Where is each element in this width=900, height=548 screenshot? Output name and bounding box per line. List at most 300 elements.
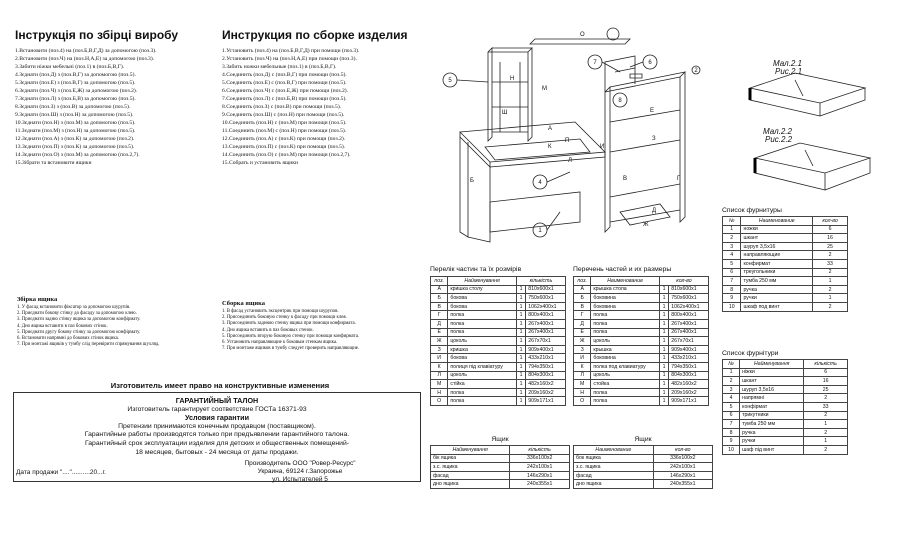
ua-step: 7.Зєднати (поз.Л) з (поз.Б,В) за допомогою (поз.5). [15,96,136,102]
table-cell: А [431,285,448,294]
table-cell: 2 [804,394,848,403]
table-cell: М [431,380,448,389]
table-cell: 7 [723,420,740,429]
table-cell: 25 [813,242,848,251]
ru-step: 2.Установить (поз.Ч) на (поз.Н,А,Е) при помощи (поз.3). [222,56,357,62]
table-cell: фасад [431,471,510,480]
label-ZH: Ж [643,222,649,228]
callout-2: 2 [694,68,698,74]
ua-step: 6.Зєднати (поз.Ч) з (поз.Е,Ж) за допомогою (поз.2). [15,88,138,94]
warranty-conditions: Условия гарантии [185,413,249,423]
table-row [431,337,566,346]
table-cell: 242х100х1 [653,463,712,472]
table-cell: Л [574,371,591,380]
table-cell: В [574,302,591,311]
table-cell: 433х210х1 [669,354,709,363]
table-cell: 2 [723,377,740,386]
table-row [723,251,848,260]
table-cell: 1 [659,302,668,311]
table-header-row [431,446,570,455]
table-row [723,294,848,303]
table-cell: полка [591,388,660,397]
table-cell: 1 [516,328,525,337]
drawer-ua [430,436,570,489]
table-cell: 240х355х1 [510,480,570,489]
table-cell: боковина [591,302,660,311]
table-cell: 909х400х1 [669,345,709,354]
ua-step: 14.Зєднати (поз.О) з (поз.М) за допомогою (поз.2,7). [15,152,140,158]
ua-step: 12.Зєднати (поз.А) з (поз.К) за допомогою (поз.2). [15,136,135,142]
hardware-ua-table [722,359,848,455]
label-D: Д [652,208,657,214]
table-cell: 10 [723,302,741,311]
table-row [431,463,570,472]
ua-step: 1.Встановити (поз.4) на (поз.Б,В,Г,Д) за допомогою (поз.3). [15,48,157,54]
table-cell: 1 [659,311,668,320]
table-cell: К [574,362,591,371]
table-cell: 209х160х2 [669,388,709,397]
table-cell: 1 [516,319,525,328]
table-row [723,242,848,251]
parts-ua-caption: Перелік частин та їх розмірів [430,266,522,273]
table-cell: 1 [723,368,740,377]
box-ua [17,296,212,348]
table-cell: 5 [723,259,741,268]
table-cell: конфирмат [741,259,813,268]
table-row [431,380,566,389]
table-cell: 267х70х1 [526,337,566,346]
ru-step: 4.Соединить (поз.Д) с (поз.В,Г) при помощи (поз.5). [222,72,347,78]
table-cell: 7 [723,277,741,286]
table-cell: ножки [741,225,813,234]
table-cell: 267х400х1 [526,319,566,328]
label-L: Л [568,158,572,164]
table-cell: 1 [516,362,525,371]
table-cell: направляющие [741,251,813,260]
table-row [431,285,566,294]
table-row [431,454,570,463]
ru-instructions [222,28,422,167]
table-row [723,277,848,286]
table-cell: 750х600х1 [526,294,566,303]
box-ua-title: Збірка ящика [17,296,58,303]
ua-step: 9.Зєднати (поз.Ш) з (поз.Н) за допомогою (поз.5). [15,112,134,118]
warranty-term1: Гарантийный срок эксплуатации изделия для детских и общественных помещений- [84,439,350,447]
table-cell: дно ящика [431,480,510,489]
table-row [574,337,709,346]
box-ru-steps [222,309,417,352]
table-cell: фасад [574,471,654,480]
table-row [574,397,709,406]
table-cell: 1 [659,337,668,346]
table-cell: 2 [804,411,848,420]
ua-steps-list [15,47,215,167]
table-cell: 800х400х1 [526,311,566,320]
table-row [431,362,566,371]
table-cell: 336х100х2 [653,454,712,463]
table-cell: 433х210х1 [526,354,566,363]
drawer-figures [735,58,895,198]
table-row [574,454,713,463]
table-cell: 1 [659,397,668,406]
table-header-cell: кол-во [659,277,708,286]
table-row [574,380,709,389]
box-ua-step: 5. Приєднати другу бокову стінку за допомогою конфірмату. [17,329,141,335]
ua-step: 11.Зєднати (поз.М) з (поз.Н) за допомогою (поз.5). [15,128,136,134]
table-row [431,397,566,406]
table-cell: 909х171х1 [526,397,566,406]
table-row [574,345,709,354]
table-cell: 3 [723,242,741,251]
table-cell: шкант [741,234,813,243]
table-cell: 1 [516,380,525,389]
table-row [723,377,848,386]
box-ua-step: 6. Встановити напрямні до бокових стінок ящика. [17,336,119,342]
rights-note: Изготовитель имеет право на конструктивные изменения [110,381,330,390]
table-cell: Б [574,294,591,303]
table-row [574,319,709,328]
table-cell: 267х400х1 [669,328,709,337]
table-cell: 2 [804,445,848,454]
fig1-label: Мал.2.1 [773,59,802,68]
box-ua-steps [17,305,212,348]
table-cell: 1 [659,362,668,371]
table-cell: з.с. ящика [574,463,654,472]
table-header-cell: Наименование [574,446,654,455]
table-cell: 9 [723,437,740,446]
ua-title: Інструкція по збірці виробу [15,28,179,42]
table-cell: Н [574,388,591,397]
table-cell: 1 [516,388,525,397]
table-header-cell: № [723,360,740,369]
table-cell: 4 [723,251,741,260]
table-cell: 1 [659,354,668,363]
table-cell: ручка [741,285,813,294]
table-cell: полка [591,311,660,320]
table-header-cell: Найменування [740,360,804,369]
table-cell: 810х600х1 [669,285,709,294]
label-O: О [580,32,585,38]
table-cell: 1 [516,354,525,363]
table-cell: полка [448,328,517,337]
table-cell: Н [431,388,448,397]
ru-step: 10.Соединить (поз.Н) с (поз.М) при помощи (поз.5). [222,120,347,126]
label-E: Е [650,108,655,114]
table-cell: полиця під клавіатуру [448,362,517,371]
table-cell: 1062х400х1 [669,302,709,311]
table-cell: Л [431,371,448,380]
drawer-ru-caption: Ящик [634,436,652,443]
warranty-gost: Изготовитель гарантирует соответствие ГОСТа 16371-93 [127,405,307,413]
table-cell: 482х160х2 [526,380,566,389]
table-cell: бокова [448,294,517,303]
table-header-cell: кількість [804,360,848,369]
table-cell: 1 [659,328,668,337]
ru-step: 9.Соединить (поз.Ш) с (поз.Н) при помощи (поз.5). [222,112,345,118]
table-row [574,328,709,337]
table-cell: з.с. ящика [431,463,510,472]
table-row [431,328,566,337]
box-ua-step: 1. У фасад встановити фіксатор за допомогою шурупів. [17,305,131,310]
table-cell: О [431,397,448,406]
table-header-cell: Наименование [741,217,813,226]
table-cell: 1 [723,225,741,234]
table-cell: З [574,345,591,354]
table-cell: ручка [740,428,804,437]
table-row [723,411,848,420]
table-cell: бік ящика [431,454,510,463]
box-ru-title: Сборка ящика [222,300,265,307]
table-header-cell: Найменування [448,277,517,286]
table-cell: тумба 250 мм [740,420,804,429]
table-cell: 25 [804,385,848,394]
table-row [431,319,566,328]
table-cell: шкаф под винт [741,302,813,311]
callout-5: 5 [448,78,452,84]
table-cell: крышка стола [591,285,660,294]
table-header-row [574,277,709,286]
table-row [574,463,713,472]
table-cell: 1 [516,285,525,294]
warranty-title: ГАРАНТИЙНЫЙ ТАЛОН [175,396,259,405]
parts-ru-table [573,276,709,406]
ru-step: 3.Забить ножки мебельные (поз.1) в (поз.Б,В,Г). [222,64,337,70]
table-cell: 146х290х1 [653,471,712,480]
table-cell: 804х300х1 [669,371,709,380]
table-header-row [723,217,848,226]
table-cell: 1 [659,380,668,389]
table-cell: стойка [591,380,660,389]
callout-7: 7 [593,60,597,66]
table-cell: полка [591,319,660,328]
drawer-ru [573,436,713,489]
label-K: К [548,144,552,150]
table-row [431,345,566,354]
parts-ru [573,266,709,406]
label-B: Б [470,178,474,184]
table-cell: трикутники [740,411,804,420]
ru-step: 12.Соединить (поз.А) с (поз.К) при помощи (поз.2). [222,136,346,142]
table-cell: 1 [804,420,848,429]
table-cell: 6 [804,368,848,377]
table-cell: 909х171х1 [669,397,709,406]
table-cell: 1 [659,388,668,397]
ru-step: 8.Соединить (поз.З) с (поз.В) при помощи (поз.5). [222,104,342,110]
fig2-sub: Рис.2.2 [765,135,793,144]
table-row [574,354,709,363]
producer-address2: ул. Испытателей 5 [272,476,328,483]
table-row [431,311,566,320]
table-header-cell: поз. [431,277,448,286]
drawer-ua-table [430,445,570,489]
table-cell: полка [448,319,517,328]
table-cell: цоколь [591,371,660,380]
label-A: А [548,126,553,132]
table-row [431,371,566,380]
warranty-term2: 18 месяцев, бытовых - 24 месяца от даты продажи. [135,448,299,456]
ru-step: 7.Соединить (поз.Л) с (поз.Б,В) при помощи (поз.5). [222,96,347,102]
table-header-cell: Найменування [431,446,510,455]
table-cell: шкант [740,377,804,386]
box-ru [222,300,417,352]
table-row [723,385,848,394]
table-row [574,311,709,320]
table-cell: цоколь [448,337,517,346]
table-cell: 267х400х1 [669,319,709,328]
table-cell: 1 [516,311,525,320]
table-cell: 6 [723,411,740,420]
table-cell: Е [431,328,448,337]
drawer-ru-table [573,445,713,489]
table-cell: Ж [431,337,448,346]
table-cell: 1 [516,371,525,380]
table-cell: шуруп 3,5х16 [741,242,813,251]
table-row [574,362,709,371]
table-cell: полка под клавиатуру [591,362,660,371]
table-cell: кришка [448,345,517,354]
hardware-ru [722,207,848,312]
table-header-row [574,446,713,455]
drawer-ua-caption: Ящик [491,436,509,443]
box-ua-step: 7. При монтажі ящиків у тумбу слід перевірити спрямування шухляд. [17,342,160,348]
table-row [723,225,848,234]
table-row [574,388,709,397]
table-row [723,285,848,294]
table-cell: 4 [723,394,740,403]
hardware-ua-caption: Список фурнітури [722,350,779,357]
producer-name: Производитель ООО "Ровер-Ресурс" [244,460,356,467]
ua-step: 13.Зєднати (поз.П) з (поз.К) за допомогою (поз.5). [15,144,135,150]
label-N: Н [510,76,515,82]
label-SH: Ш [502,110,508,116]
ua-step: 2.Встановити (поз.Ч) на (поз.Н,А,Е) за допомогою (поз.3). [15,56,155,62]
table-cell: 209х160х2 [526,388,566,397]
table-cell: кришка столу [448,285,517,294]
table-cell: 794х350х1 [526,362,566,371]
label-I: И [600,144,605,150]
table-cell: 1062х400х1 [526,302,566,311]
table-row [431,388,566,397]
table-cell: 1 [659,285,668,294]
table-row [431,471,570,480]
table-cell: 482х160х2 [669,380,709,389]
table-cell: 1 [516,345,525,354]
table-row [723,368,848,377]
table-cell: 5 [723,402,740,411]
producer-address1: Украина, 69124 г.Запорожье [257,468,343,475]
table-cell: З [431,345,448,354]
table-cell: крышка [591,345,660,354]
table-row [574,302,709,311]
callout-8: 8 [618,98,622,104]
table-cell: И [574,354,591,363]
table-cell: 1 [516,302,525,311]
table-cell: 909х400х1 [526,345,566,354]
table-row [574,285,709,294]
table-cell: 6 [813,225,848,234]
table-cell: 16 [813,234,848,243]
table-cell: 1 [813,277,848,286]
ua-step: 4.Зєднати (поз.Д) з (поз.В,Г) за допомогою (поз.5). [15,72,136,78]
label-Z: З [652,136,656,142]
table-row [574,480,713,489]
box-ru-step: 4. Дно ящика вставить в паз боковых стенок. [222,327,314,333]
fig1-sub: Рис.2.1 [775,67,803,76]
table-cell: 240х355х1 [653,480,712,489]
ru-step: 5.Соединить (поз.Е) с (поз.В,Г) при помощи (поз.5). [222,80,347,86]
table-cell: напрямні [740,394,804,403]
label-V: В [623,176,628,182]
warranty-works: Гарантийные работы производятся только при предъявлении гарантийного талона. [84,431,350,439]
box-ru-step: 3. Присоединить заднюю стенку ящика при помощи конфирмата. [222,321,356,327]
table-cell: стійка [448,380,517,389]
table-cell: ніжки [740,368,804,377]
table-cell: 10 [723,445,740,454]
ua-step: 8.Зєднати (поз.З) з (поз.В) за допомогою (поз.5). [15,104,131,110]
ua-instructions [15,28,215,167]
ua-step: 3.Забити ніжки мебельні (поз.1) в (поз.Б,В,Г). [15,64,125,70]
table-cell: 8 [723,428,740,437]
table-cell: 2 [804,428,848,437]
box-ua-step: 4. Дно ящика вставити в паз бокових стінок. [17,323,108,329]
table-cell: 2 [813,285,848,294]
table-cell: 1 [659,319,668,328]
table-cell: цоколь [448,371,517,380]
warranty-claims: Претензии принимаются конечным продавцом (поставщиком). [118,422,316,430]
callout-1: 1 [538,228,542,234]
table-cell: Г [574,311,591,320]
table-cell: 146х290х1 [510,471,570,480]
table-cell: 267х70х1 [669,337,709,346]
table-row [431,302,566,311]
parts-ru-caption: Перечень частей и их размеры [573,266,672,273]
table-cell: Б [431,294,448,303]
table-cell: 33 [813,259,848,268]
table-row [723,259,848,268]
table-cell: 2 [813,268,848,277]
table-row [723,420,848,429]
ru-step: 1.Установить (поз.4) на (поз.Б,В,Г,Д) при помощи (поз.3). [222,48,360,54]
table-cell: боковина [591,354,660,363]
table-cell: 1 [516,337,525,346]
table-header-row [431,277,566,286]
table-cell: К [431,362,448,371]
table-cell: полка [448,388,517,397]
table-cell: 1 [659,345,668,354]
ru-step: 14.Соединить (поз.О) с (поз.М) при помощи (поз.2,7). [222,152,351,158]
table-cell: 1 [813,294,848,303]
callout-6: 6 [648,60,652,66]
hardware-ua [722,350,848,455]
table-cell: 804х300х1 [526,371,566,380]
table-cell: 9 [723,294,741,303]
label-G: Г [677,176,681,182]
table-cell: 8 [723,285,741,294]
table-row [723,394,848,403]
table-cell: 2 [813,251,848,260]
callout-4: 4 [538,180,542,186]
table-cell: 2 [813,302,848,311]
table-row [431,294,566,303]
table-header-cell: кількість [516,277,565,286]
table-cell: 3 [723,385,740,394]
label-P: П [565,138,570,144]
table-cell: полка [591,397,660,406]
table-header-row [723,360,848,369]
table-cell: тумба 250 мм [741,277,813,286]
table-row [723,437,848,446]
box-ru-step: 7. При монтаже ящиков в тумбу следует проверить направляющие. [222,346,360,352]
